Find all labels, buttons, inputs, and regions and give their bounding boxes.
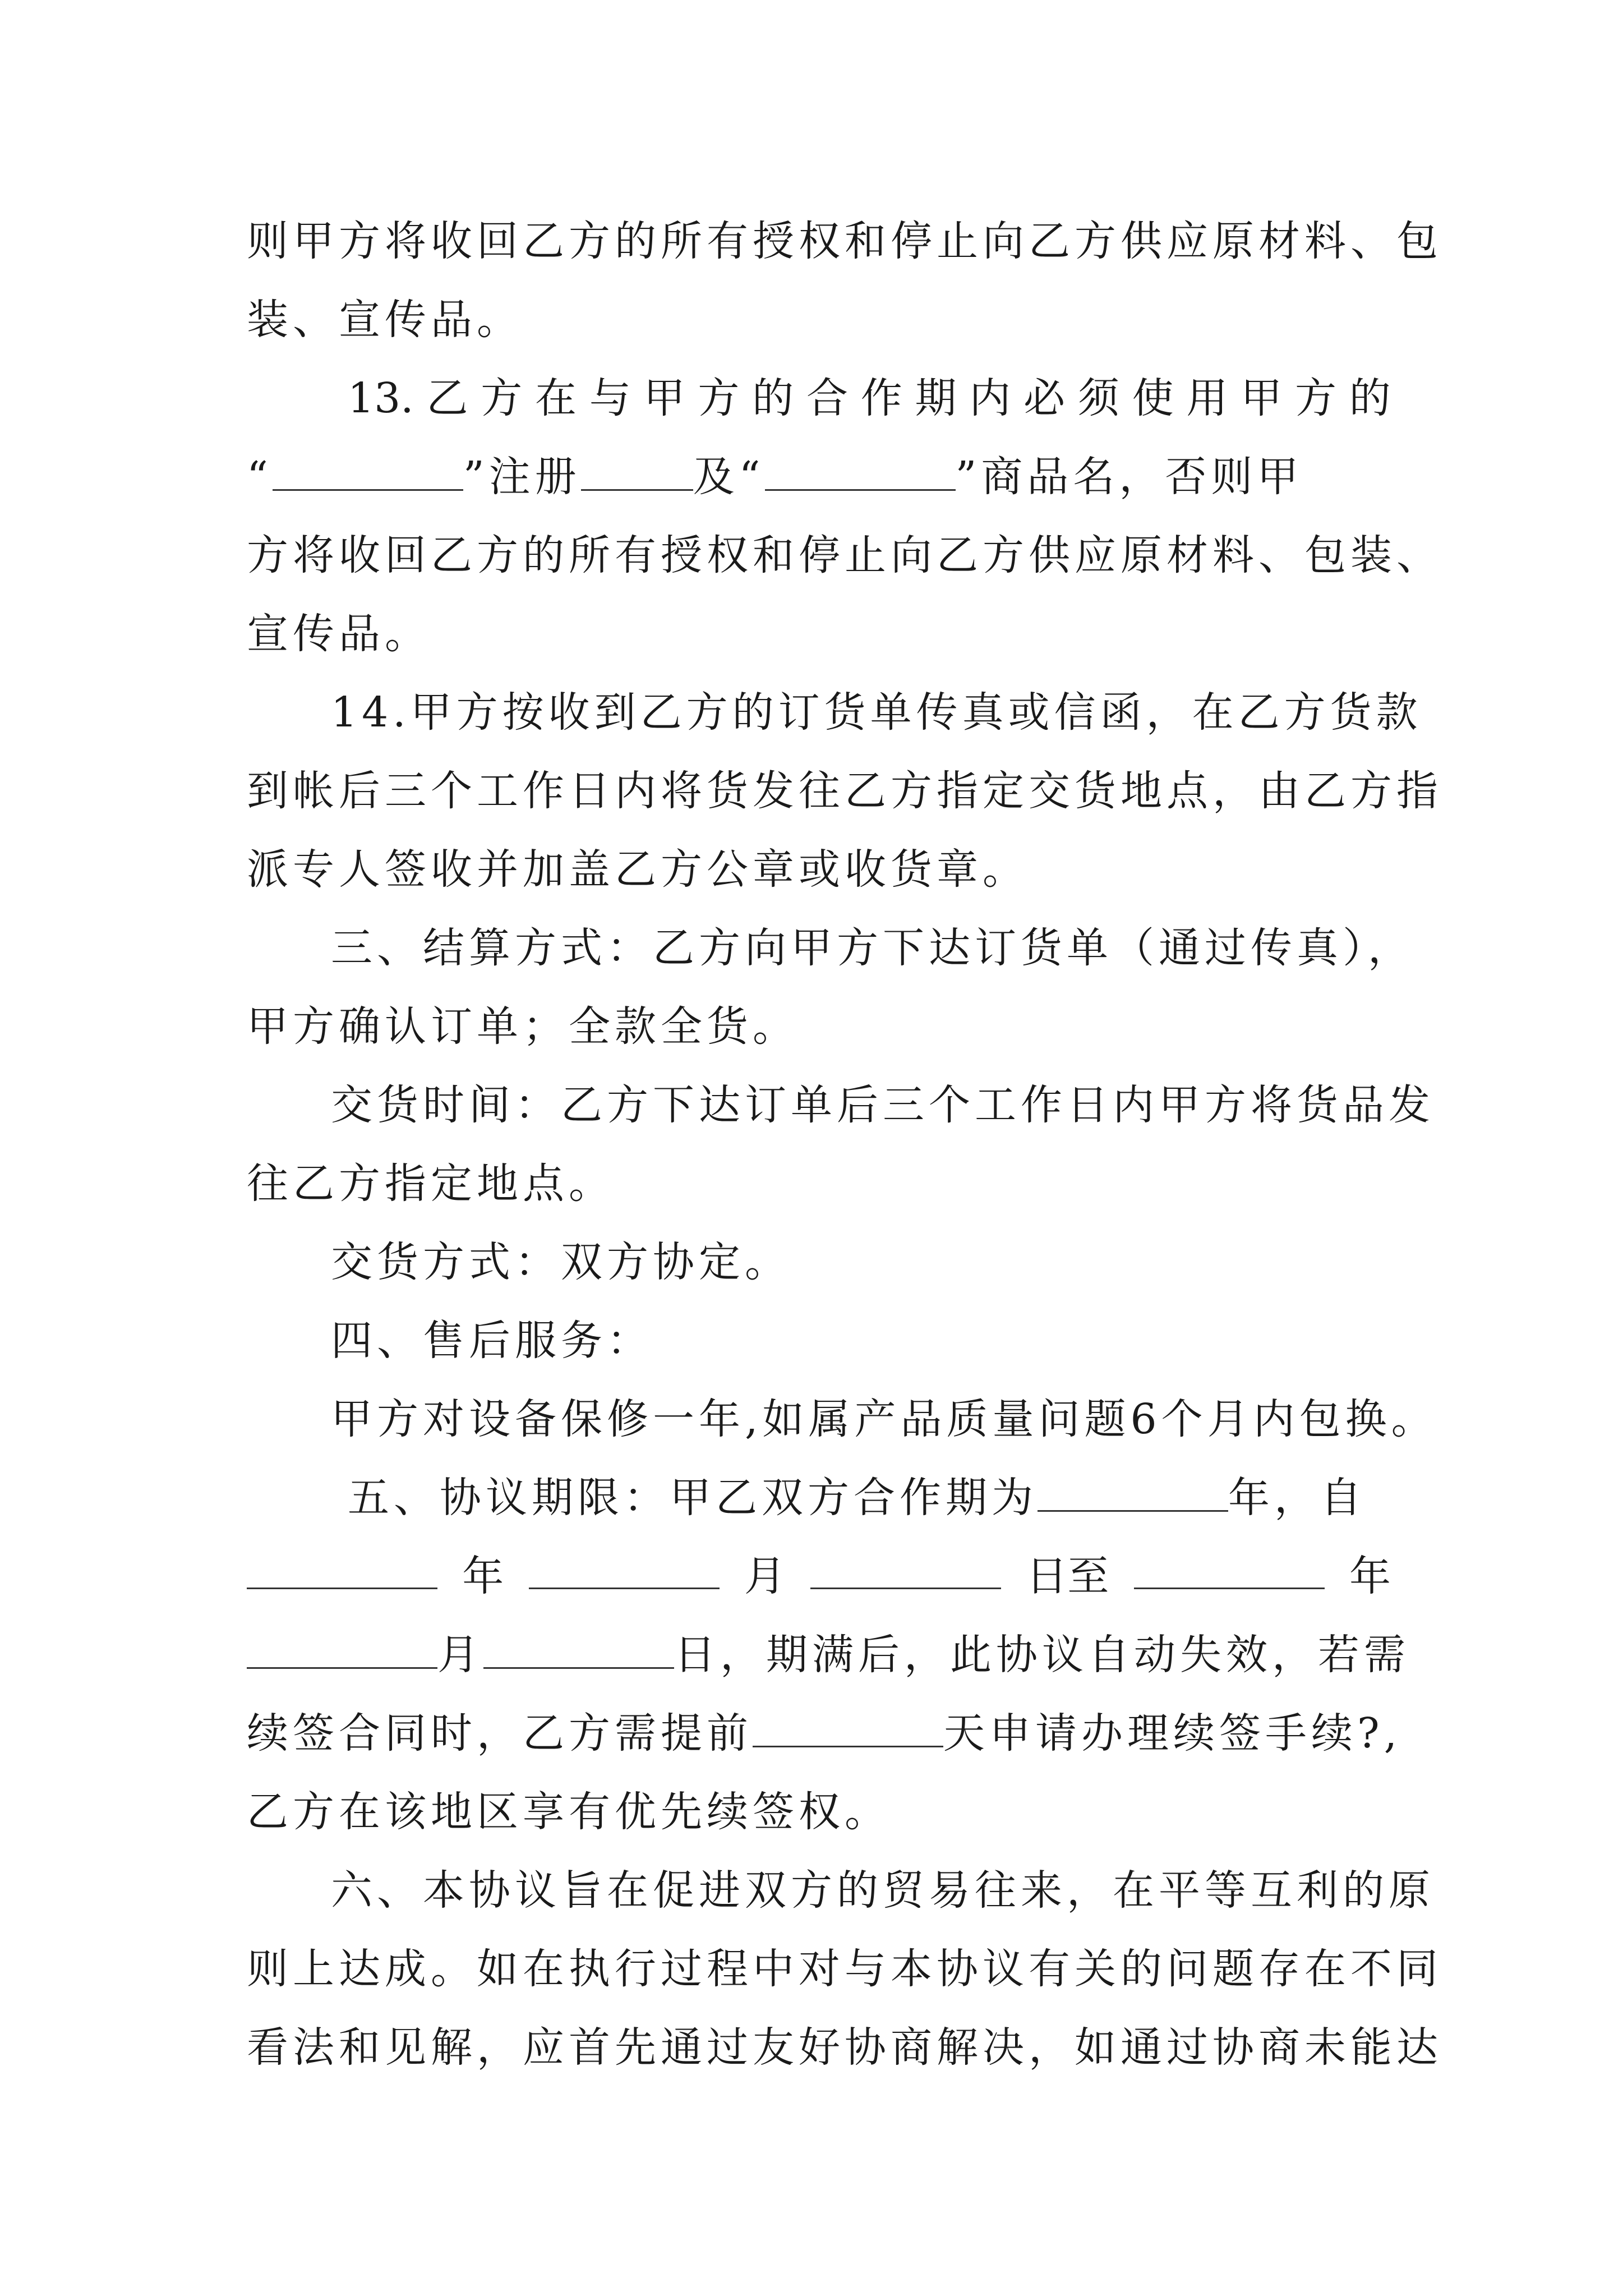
blank-field — [753, 1706, 943, 1747]
blank-field — [273, 450, 463, 491]
text-line: 交货方式：双方协定。 — [331, 1238, 791, 1286]
text-line: 看法和见解，应首先通过友好协商解决，如通过协商未能达 — [247, 2023, 1442, 2072]
text-line: 14.甲方按收到乙方的订货单传真或信函，在乙方货款 — [331, 688, 1422, 737]
text-line: 甲方确认订单；全款全货。 — [247, 1002, 799, 1051]
text-line: 续签合同时，乙方需提前 天申请办理续签手续?, — [247, 1705, 1391, 1761]
text-line: 派专人签收并加盖乙方公章或收货章。 — [247, 845, 1029, 894]
blank-field — [247, 1548, 437, 1589]
blank-field — [247, 1628, 437, 1669]
blank-field — [529, 1548, 720, 1589]
section-heading: 三、结算方式：乙方向甲方下达订货单（通过传真）， — [331, 924, 1414, 972]
text-line: 宣传品。 — [247, 610, 431, 658]
blank-field — [1134, 1548, 1325, 1589]
section-heading: 四、售后服务： — [331, 1317, 653, 1365]
clause-number: 13. — [348, 374, 414, 422]
text-line: 往乙方指定地点。 — [247, 1159, 615, 1208]
blank-field — [483, 1628, 674, 1669]
blank-field — [1038, 1471, 1228, 1512]
text-line: 方将收回乙方的所有授权和停止向乙方供应原材料、包装、 — [247, 531, 1442, 579]
blank-field — [810, 1548, 1001, 1589]
text-line: 则上达成。如在执行过程中对与本协议有关的问题存在不同 — [247, 1945, 1442, 1993]
text-line: 则甲方将收回乙方的所有授权和停止向乙方供应原材料、包 — [247, 217, 1442, 265]
section-heading: 五、协议期限：甲乙双方合作期为 年，自 — [348, 1470, 1391, 1526]
text-line: “ ”注册 及“ ”商品名，否则甲 — [247, 449, 1391, 505]
text-line: 甲方对设备保修一年,如属产品质量问题6个月内包换。 — [331, 1395, 1437, 1443]
text-line: 年 月 日至 年 — [247, 1548, 1391, 1604]
text-line: 乙方在该地区享有优先续签权。 — [247, 1788, 891, 1836]
blank-field — [765, 450, 956, 491]
blank-field — [581, 450, 693, 491]
section-heading: 六、本协议旨在促进双方的贸易往来，在平等互利的原 — [331, 1866, 1435, 1915]
text-line: 装、宣传品。 — [247, 296, 523, 344]
clause-13-line: 13. 乙 方 在 与 甲 方 的 合 作 期 内 必 须 使 用 甲 方 的 — [348, 370, 1391, 426]
text-line: 月 日，期满后，此协议自动失效，若需 — [247, 1627, 1391, 1683]
text-line: 交货时间：乙方下达订单后三个工作日内甲方将货品发 — [331, 1081, 1435, 1129]
text-line: 到帐后三个工作日内将货发往乙方指定交货地点，由乙方指 — [247, 767, 1442, 815]
